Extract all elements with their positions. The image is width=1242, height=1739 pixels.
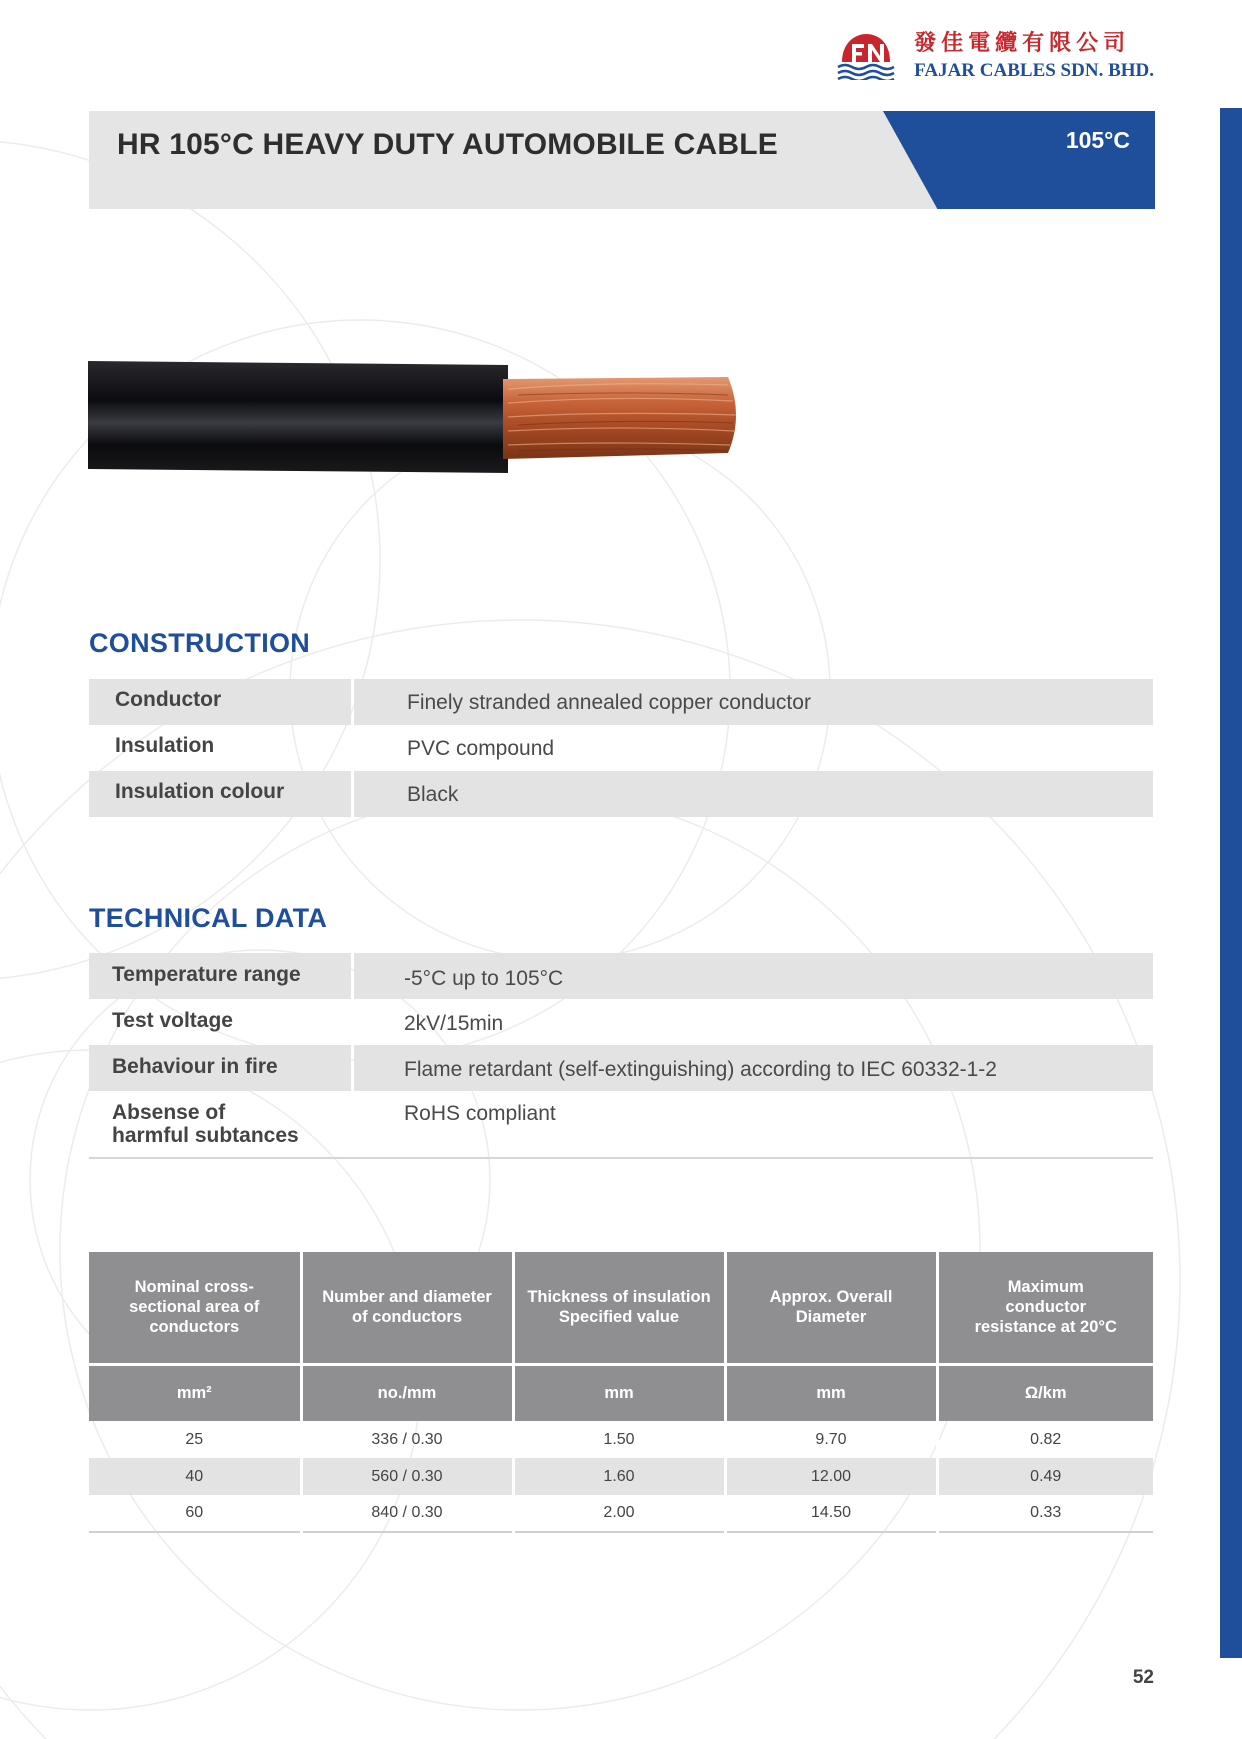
- technical-row-temperature: [89, 953, 1153, 999]
- construction-heading: CONSTRUCTION: [89, 628, 311, 658]
- page-title: HR 105°C HEAVY DUTY AUTOMOBILE CABLE: [117, 128, 778, 161]
- table-cell: 14.50: [725, 1495, 937, 1532]
- spec-label: Behaviour in fire: [89, 1045, 351, 1091]
- table-cell: 336 / 0.30: [301, 1421, 513, 1458]
- spec-label: Insulation: [115, 734, 215, 757]
- header-line: Nominal cross-: [134, 1278, 254, 1297]
- unit-cell: mm: [513, 1364, 725, 1421]
- spec-label: [89, 1091, 351, 1147]
- construction-table: [89, 679, 1153, 817]
- spec-value: -5°C up to 105°C: [354, 953, 1153, 999]
- header-line: resistance at 20°C: [974, 1318, 1117, 1337]
- spec-value: Black: [354, 771, 1153, 817]
- table-cell: 9.70: [725, 1421, 937, 1458]
- column-header-cross-section: [89, 1252, 301, 1364]
- construction-row-insulation-colour: [89, 771, 1153, 817]
- column-header-conductors: [301, 1252, 513, 1364]
- table-units-row: [89, 1364, 1153, 1421]
- table-row: [89, 1495, 1153, 1532]
- table-row: [89, 1421, 1153, 1458]
- fajar-logo-icon: [836, 32, 896, 80]
- construction-row-insulation: [89, 725, 1153, 771]
- table-cell: 25: [89, 1421, 301, 1458]
- spec-value: 2kV/15min: [404, 1012, 504, 1035]
- column-header-resistance: [937, 1252, 1153, 1364]
- page-number: 52: [1132, 1667, 1154, 1688]
- table-cell: 0.49: [937, 1458, 1153, 1495]
- construction-row-conductor: [89, 679, 1153, 725]
- cable-image: [88, 355, 748, 485]
- company-logo: [836, 30, 1154, 82]
- header-line: of conductors: [352, 1308, 462, 1327]
- spec-value: Finely stranded annealed copper conductor: [354, 679, 1153, 725]
- spec-label-line: harmful subtances: [112, 1124, 299, 1147]
- table-cell: 1.60: [513, 1458, 725, 1495]
- table-cell: 0.82: [1030, 1430, 1062, 1448]
- spec-label-line: Absense of: [112, 1101, 226, 1124]
- column-header-insulation-thickness: [513, 1252, 725, 1364]
- unit-cell: Ω/km: [937, 1364, 1153, 1421]
- table-header-row: [89, 1252, 1153, 1364]
- table-cell: 12.00: [725, 1458, 937, 1495]
- spec-label: Insulation colour: [89, 771, 351, 817]
- technical-table: [89, 953, 1153, 1159]
- technical-row-rohs: [89, 1091, 1153, 1147]
- spec-value: Flame retardant (self-extinguishing) according to IEC 60332-1-2: [354, 1045, 1153, 1091]
- header-line: Thickness of insulation: [527, 1288, 711, 1307]
- cable-dimensions-table: [89, 1252, 1153, 1533]
- unit-cell: mm²: [89, 1364, 301, 1421]
- header-line: Approx. Overall: [769, 1288, 893, 1307]
- column-header-overall-diameter: [725, 1252, 937, 1364]
- header-line: sectional area of: [129, 1298, 260, 1317]
- unit-cell: mm: [725, 1364, 937, 1421]
- table-cell: 0.33: [937, 1495, 1153, 1532]
- header-line: conductor: [1005, 1298, 1087, 1317]
- spec-value: PVC compound: [407, 737, 555, 760]
- header-line: conductors: [149, 1318, 240, 1337]
- temperature-badge: 105°C: [1065, 127, 1130, 153]
- company-name-english: FAJAR CABLES SDN. BHD.: [914, 60, 1154, 81]
- technical-row-test-voltage: [89, 999, 1153, 1045]
- technical-data-heading: TECHNICAL DATA: [89, 903, 328, 933]
- technical-row-fire: [89, 1045, 1153, 1091]
- table-cell: 1.50: [513, 1421, 725, 1458]
- header-line: Number and diameter: [322, 1288, 492, 1307]
- table-cell: 40: [89, 1458, 301, 1495]
- table-cell: 840 / 0.30: [301, 1495, 513, 1532]
- table-cell: 2.00: [513, 1495, 725, 1532]
- banner-accent: [883, 111, 1155, 209]
- spec-label: Conductor: [89, 679, 351, 725]
- side-accent-bar: [1220, 108, 1242, 1658]
- spec-label: Test voltage: [112, 1009, 233, 1032]
- header-line: Maximum: [1007, 1278, 1084, 1297]
- table-row: [89, 1458, 1153, 1495]
- header-line: Diameter: [795, 1308, 867, 1327]
- company-name-chinese: 發佳電纜有限公司: [914, 30, 1131, 56]
- spec-value: RoHS compliant: [404, 1102, 556, 1125]
- table-cell: 60: [89, 1495, 301, 1532]
- header-line: Specified value: [558, 1308, 680, 1327]
- spec-label: Temperature range: [89, 953, 351, 999]
- table-cell: 560 / 0.30: [301, 1458, 513, 1495]
- unit-cell: no./mm: [301, 1364, 513, 1421]
- title-banner: [89, 111, 1155, 209]
